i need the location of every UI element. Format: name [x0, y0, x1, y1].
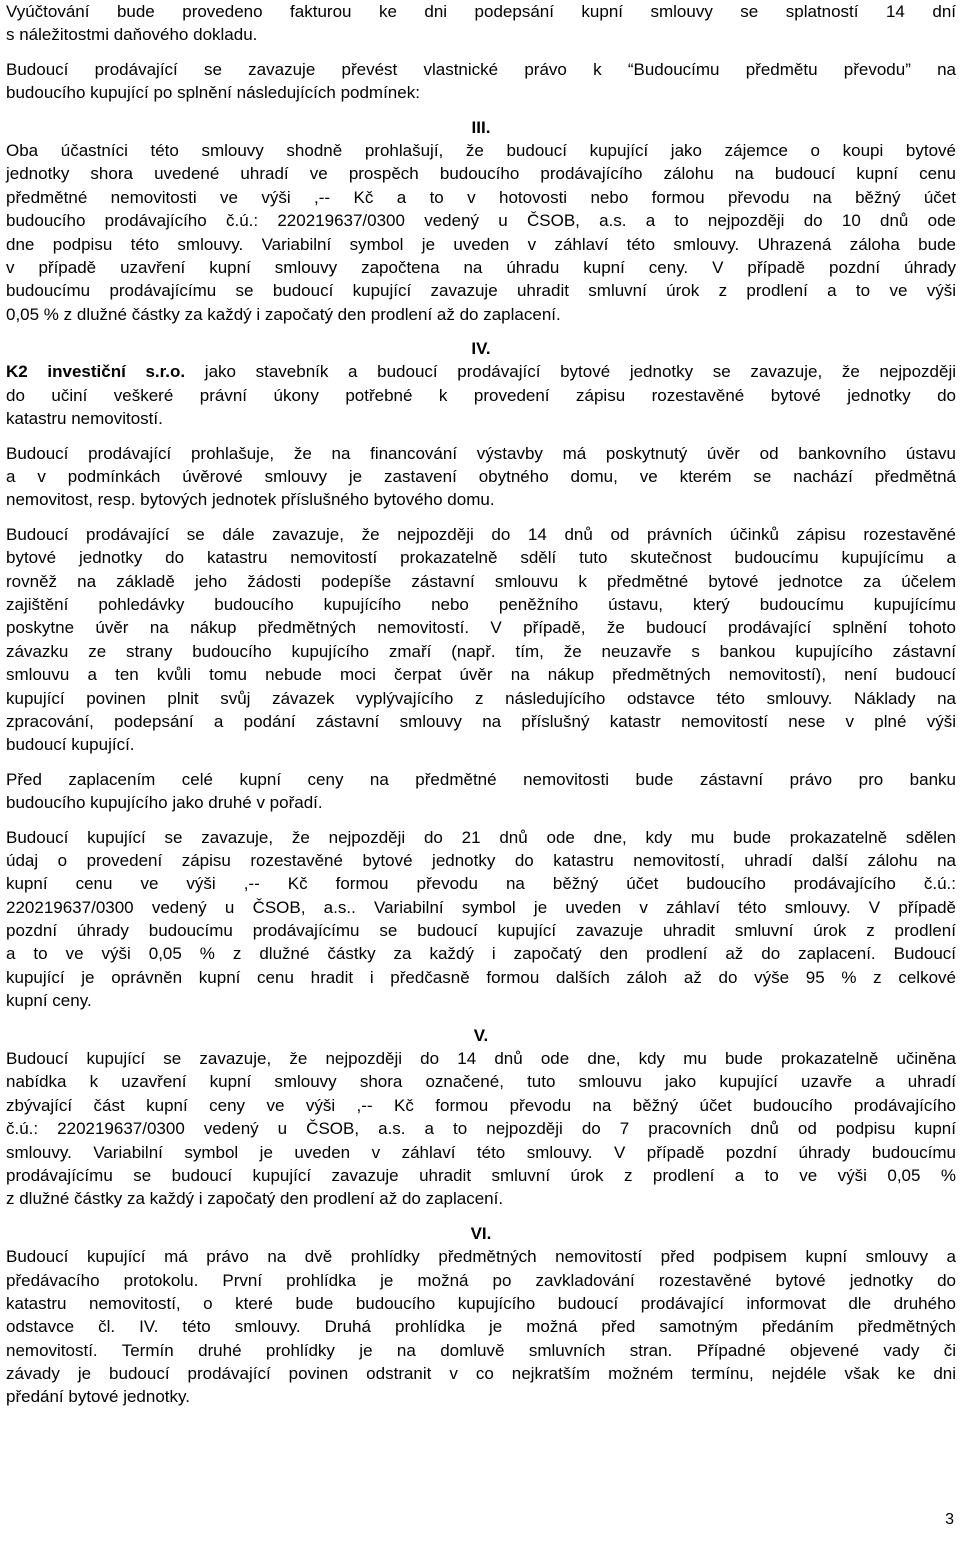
text-line: údaj o provedení zápisu rozestavěné bytové jednotky do katastru nemovitostí, uhradí další zálohu na — [6, 850, 956, 870]
text-line: nemovitostí. Termín druhé prohlídky je na domluvě smluvních stran. Případné objevené vady či — [6, 1340, 956, 1360]
text-line: katastru nemovitostí, o které bude budoucího kupujícího budoucí prodávající informovat dle druhého — [6, 1293, 956, 1313]
text-line: Budoucí kupující se zavazuje, že nejpozději do 21 dnů ode dne, kdy mu bude prokazatelně sdělen — [6, 827, 956, 847]
text-line: nabídka k uzavření kupní smlouvy shora označené, tuto smlouvu jako kupující uzavře a uhradí — [6, 1072, 956, 1092]
text-line: předávacího protokolu. První prohlídka je možná po zavkladování rozestavěné bytové jednotky do — [6, 1270, 956, 1290]
text-line: Budoucí prodávající se zavazuje převést vlastnické právo k “Budoucímu předmětu převodu” na — [6, 59, 956, 79]
text-line: závazku ze strany budoucího kupujícího zmaří (např. tím, že neuzavře s bankou kupujícího zástavní — [6, 641, 956, 661]
text-line: 0,05 % z dlužné částky za každý i započatý den prodlení až do zaplacení. — [6, 304, 561, 324]
paragraph-second-deposit — [6, 826, 956, 1013]
text-line: budoucí kupující. — [6, 735, 135, 755]
text-line: zpracování, podepsání a podání zástavní smlouvy na příslušný katastr nemovitostí nese v plné výši — [6, 711, 956, 731]
text-line: Oba účastníci této smlouvy shodně prohlašují, že budoucí kupující jako zájemce o koupi bytové — [6, 140, 956, 160]
paragraph-pledge-agreement — [6, 523, 956, 757]
text-line: Budoucí kupující má právo na dvě prohlídky předmětných nemovitostí před podpisem kupní smlouvy a — [6, 1247, 956, 1267]
paragraph-ownership-transfer — [6, 58, 956, 105]
paragraph-invoicing — [6, 0, 956, 47]
text-line: bytové jednotky do katastru nemovitostí prokazatelně sdělí tuto skutečnost budoucímu kupujícímu a — [6, 548, 956, 568]
text-line: rovněž na základě jeho žádosti podepíše zástavní smlouvu k předmětné bytové jednotce za účelem — [6, 571, 956, 591]
text-line: č.ú.: 220219637/0300 vedený u ČSOB, a.s. a to nejpozději do 7 pracovních dnů od podpisu kupní — [6, 1119, 956, 1139]
section-heading-v: V. — [473, 1025, 489, 1045]
text-line: katastru nemovitostí. — [6, 409, 163, 429]
paragraph-remaining-price — [6, 1047, 956, 1211]
page-number: 3 — [945, 1510, 954, 1528]
text-line: budoucímu prodávajícímu se budoucí kupující zavazuje uhradit smluvní úrok z prodlení a to ve výši — [6, 281, 956, 301]
text-line: do učiní veškeré právní úkony potřebné k provedení zápisu rozestavěné bytové jednotky do — [6, 385, 956, 405]
text-line: prodávajícímu se budoucí kupující zavazuje uhradit smluvní úrok z prodlení a to ve výši 0,05 % — [6, 1165, 956, 1185]
section-heading-iv: IV. — [471, 339, 491, 359]
text-line: Před zaplacením celé kupní ceny na předmětné nemovitosti bude zástavní právo pro banku — [6, 769, 956, 789]
text-line: kupující povinen plnit svůj závazek vyplývajícího z následujícího odstavce této smlouvy. Náklady na — [6, 688, 956, 708]
text-line: odstavce čl. IV. této smlouvy. Druhá prohlídka je možná před samotným předáním předmětných — [6, 1317, 956, 1337]
paragraph-financing — [6, 442, 956, 512]
text-fragment: jako stavebník a budoucí prodávající bytové jednotky se zavazuje, že nejpozději — [204, 362, 957, 382]
paragraph-builder-obligation — [6, 360, 956, 430]
text-line: zbývající část kupní ceny ve výši ,-- Kč formou převodu na běžný účet budoucího prodávajícího — [6, 1095, 956, 1115]
text-line: pozdní úhrady budoucímu prodávajícímu se budoucí kupující zavazuje uhradit smluvní úrok z prodlení — [6, 921, 956, 941]
text-line: budoucího kupujícího jako druhé v pořadí. — [6, 793, 323, 813]
text-line: předmětné nemovitosti ve výši ,-- Kč a to v hotovosti nebo formou převodu na běžný účet — [6, 187, 956, 207]
paragraph-deposit — [6, 139, 956, 326]
text-line: v případě uzavření kupní smlouvy započtena na úhradu kupní ceny. V případě pozdní úhrady — [6, 257, 956, 277]
text-line: Budoucí kupující se zavazuje, že nejpozději do 14 dnů ode dne, kdy mu bude prokazatelně učiněna — [6, 1049, 956, 1069]
text-line: s náležitostmi daňového dokladu. — [6, 25, 258, 45]
text-line: nemovitost, resp. bytových jednotek příslušného bytového domu. — [6, 490, 495, 510]
text-line: poskytne úvěr na nákup předmětných nemovitostí. V případě, že budoucí prodávající splnění tohoto — [6, 618, 956, 638]
text-line: z dlužné částky za každý i započatý den prodlení až do zaplacení. — [6, 1189, 504, 1209]
text-line: budoucího kupující po splnění následujících podmínek: — [6, 83, 420, 103]
text-line: Vyúčtování bude provedeno fakturou ke dni podepsání kupní smlouvy se splatností 14 dní — [6, 2, 956, 21]
paragraph-inspections — [6, 1245, 956, 1409]
text-line: kupující je oprávněn kupní cenu hradit i předčasně formou dalších záloh až do výše 95 % z celkové — [6, 967, 956, 987]
text-line: a to ve výši 0,05 % z dlužné částky za každý i započatý den prodlení až do zaplacení. Budoucí — [6, 944, 956, 964]
text-line: budoucího prodávajícího č.ú.: 220219637/0300 vedený u ČSOB, a.s. a to nejpozději do 10 dnů ode — [6, 211, 956, 231]
text-line: a v podmínkách úvěrové smlouvy je zastavení obytného domu, ve kterém se nachází předmětná — [6, 467, 956, 487]
company-name: K2 investiční s.r.o. — [6, 362, 186, 382]
text-line: kupní cenu ve výši ,-- Kč formou převodu na běžný účet budoucího prodávajícího č.ú.: — [6, 874, 956, 894]
text-line: jednotky shora uvedené uhradí ve prospěch budoucího prodávajícího zálohu na budoucí kupní cenu — [6, 164, 956, 184]
text-line: dne podpisu této smlouvy. Variabilní symbol je uveden v záhlaví této smlouvy. Uhrazená záloha bude — [6, 234, 956, 254]
text-line: smlouvy. Variabilní symbol je uveden v záhlaví této smlouvy. V případě pozdní úhrady budoucímu — [6, 1142, 956, 1162]
text-line: kupní ceny. — [6, 991, 92, 1011]
text-line: smlouvu a ten kvůli tomu nebude moci čerpat úvěr na nákup předmětných nemovitostí), není budoucí — [6, 665, 956, 685]
text-line: předání bytové jednotky. — [6, 1387, 190, 1407]
section-heading-iii: III. — [471, 117, 491, 137]
text-line: Budoucí prodávající prohlašuje, že na financování výstavby má poskytnutý úvěr od bankovního ústavu — [6, 443, 956, 463]
text-line: závady je budoucí prodávající povinen odstranit v co nejkratším možném termínu, nejdéle však ke dni — [6, 1364, 956, 1384]
text-line: Budoucí prodávající se dále zavazuje, že nejpozději do 14 dnů od právních účinků zápisu rozestavěné — [6, 524, 956, 544]
paragraph-lien-order — [6, 768, 956, 815]
text-line: zajištění pohledávky budoucího kupujícího nebo peněžního ústavu, který budoucímu kupujícímu — [6, 594, 956, 614]
section-heading-vi: VI. — [470, 1223, 492, 1243]
text-line: 220219637/0300 vedený u ČSOB, a.s.. Variabilní symbol je uveden v záhlaví této smlouvy. V případě — [6, 897, 956, 917]
text-line — [6, 360, 956, 383]
